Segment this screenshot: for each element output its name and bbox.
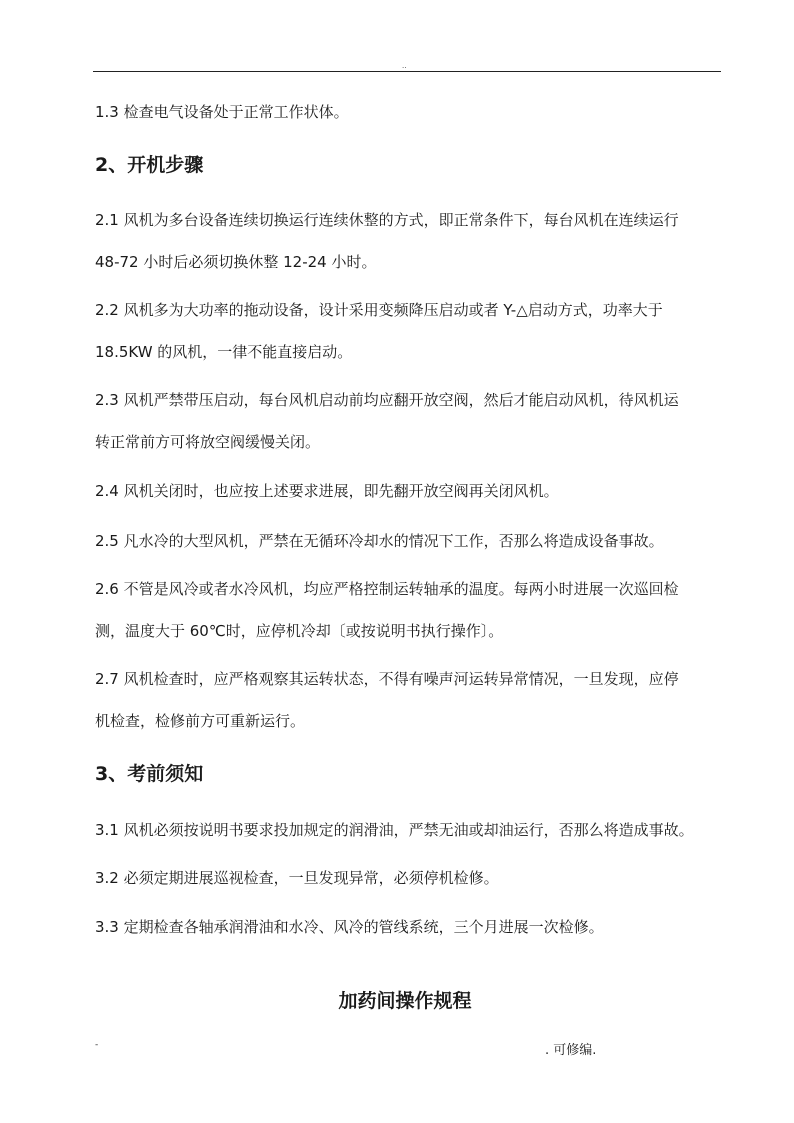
paragraph-line: 2.4 风机关闭时，也应按上述要求进展，即先翻开放空阀再关闭风机。: [95, 482, 559, 500]
paragraph-line: 3.1 风机必须按说明书要求投加规定的润滑油，严禁无油或却油运行，否那么将造成事故。: [95, 821, 694, 839]
footer-editable-note: . 可修编.: [545, 1043, 597, 1058]
paragraph-line: 机检查，检修前方可重新运行。: [95, 712, 306, 730]
footer-left-mark: -: [95, 1040, 99, 1050]
paragraph-line: 2.3 风机严禁带压启动，每台风机启动前均应翻开放空阀，然后才能启动风机，待风机运: [95, 391, 679, 409]
paragraph-line: 2.6 不管是风冷或者水冷风机，均应严格控制运转轴承的温度。每两小时进展一次巡回检: [95, 580, 679, 598]
section-heading-2: 2、开机步骤: [95, 154, 204, 176]
paragraph-line: 3.3 定期检查各轴承润滑油和水冷、风冷的管线系统，三个月进展一次检修。: [95, 918, 604, 936]
paragraph-line: 2.5 凡水冷的大型风机，严禁在无循环冷却水的情况下工作，否那么将造成设备事故。: [95, 532, 664, 550]
document-title: 加药间操作规程: [338, 990, 472, 1012]
paragraph-line: 48-72 小时后必须切换休整 12-24 小时。: [95, 253, 377, 271]
paragraph-line: 测，温度大于 60℃时，应停机冷却〔或按说明书执行操作〕。: [95, 622, 504, 640]
paragraph-line: 转正常前方可将放空阀缓慢关闭。: [95, 433, 321, 451]
header-mark: ..: [402, 62, 407, 70]
paragraph-line: 2.2 风机多为大功率的拖动设备，设计采用变频降压启动或者 Y-△启动方式，功率大于: [95, 301, 663, 319]
paragraph-line: 2.1 风机为多台设备连续切换运行连续休整的方式，即正常条件下，每台风机在连续运行: [95, 211, 679, 229]
paragraph-line: 3.2 必须定期进展巡视检查，一旦发现异常，必须停机检修。: [95, 869, 499, 887]
paragraph-line: 18.5KW 的风机，一律不能直接启动。: [95, 343, 353, 361]
header-rule: [93, 71, 721, 72]
paragraph-line: 2.7 风机检查时，应严格观察其运转状态，不得有噪声河运转异常情况，一旦发现，应停: [95, 670, 679, 688]
section-heading-3: 3、考前须知: [95, 763, 204, 785]
paragraph-line: 1.3 检查电气设备处于正常工作状体。: [95, 103, 349, 121]
